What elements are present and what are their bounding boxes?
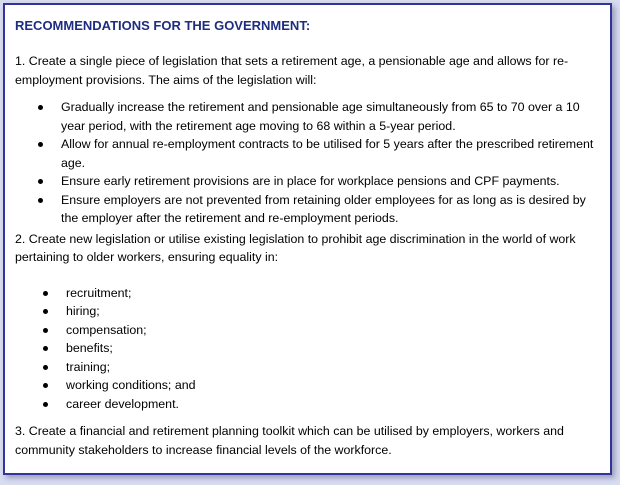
bullet-icon — [38, 179, 43, 184]
list-item — [15, 339, 600, 358]
bullet-icon — [43, 346, 48, 351]
list-item — [15, 172, 600, 191]
bullet-icon — [38, 142, 43, 147]
bullet-text: benefits; — [66, 341, 113, 355]
bullet-text: compensation; — [66, 322, 147, 337]
bullet-text: working conditions; and — [66, 378, 196, 392]
list-item — [15, 191, 600, 228]
bullet-text: hiring; — [66, 304, 100, 318]
list-item — [15, 135, 600, 172]
bullet-text: Ensure employers are not prevented from retaining older employees for as long as is desired by the employer after the retirement and re-employment periods. — [61, 192, 586, 225]
list-item — [15, 376, 600, 395]
bullet-icon — [43, 309, 48, 314]
bullet-text: Gradually increase the retirement and pensionable age simultaneously from 65 to 70 over a 10 year period, with the retirement age moving to 68 within a 5-year period. — [61, 100, 580, 133]
bullet-icon — [43, 402, 48, 407]
recommendation-1-bullets — [15, 98, 600, 228]
recommendation-2-bullets — [15, 284, 600, 414]
bullet-icon — [38, 105, 43, 110]
bullet-icon — [38, 198, 43, 203]
list-item — [15, 302, 600, 321]
section-title: RECOMMENDATIONS FOR THE GOVERNMENT: — [15, 18, 311, 33]
bullet-icon — [43, 328, 48, 333]
bullet-icon — [43, 291, 48, 296]
bullet-text: training; — [66, 359, 111, 374]
bullet-text: Ensure early retirement provisions are in place for workplace pensions and CPF payments. — [61, 174, 560, 188]
recommendation-1: 1. Create a single piece of legislation that sets a retirement age, a pensionable age and allows for re-employment provisions. The aims of the legislation will: — [15, 54, 569, 87]
list-item — [15, 284, 600, 303]
list-item — [15, 358, 600, 377]
list-item — [15, 321, 600, 340]
bullet-icon — [43, 383, 48, 388]
recommendation-3: 3. Create a financial and retirement planning toolkit which can be utilised by employers, workers and community stakeholders to increase financial levels of the workforce. — [15, 424, 564, 457]
bullet-text: Allow for annual re-employment contracts to be utilised for 5 years after the prescribed retirement age. — [61, 137, 594, 170]
bullet-icon — [43, 365, 48, 370]
list-item — [15, 98, 600, 135]
recommendation-2: 2. Create new legislation or utilise existing legislation to prohibit age discrimination in the world of work pertaining to older workers, ensuring equality in: — [15, 231, 576, 264]
bullet-text: career development. — [66, 396, 179, 411]
recommendations-box — [3, 3, 612, 475]
list-item — [15, 395, 600, 414]
bullet-text: recruitment; — [66, 285, 132, 300]
